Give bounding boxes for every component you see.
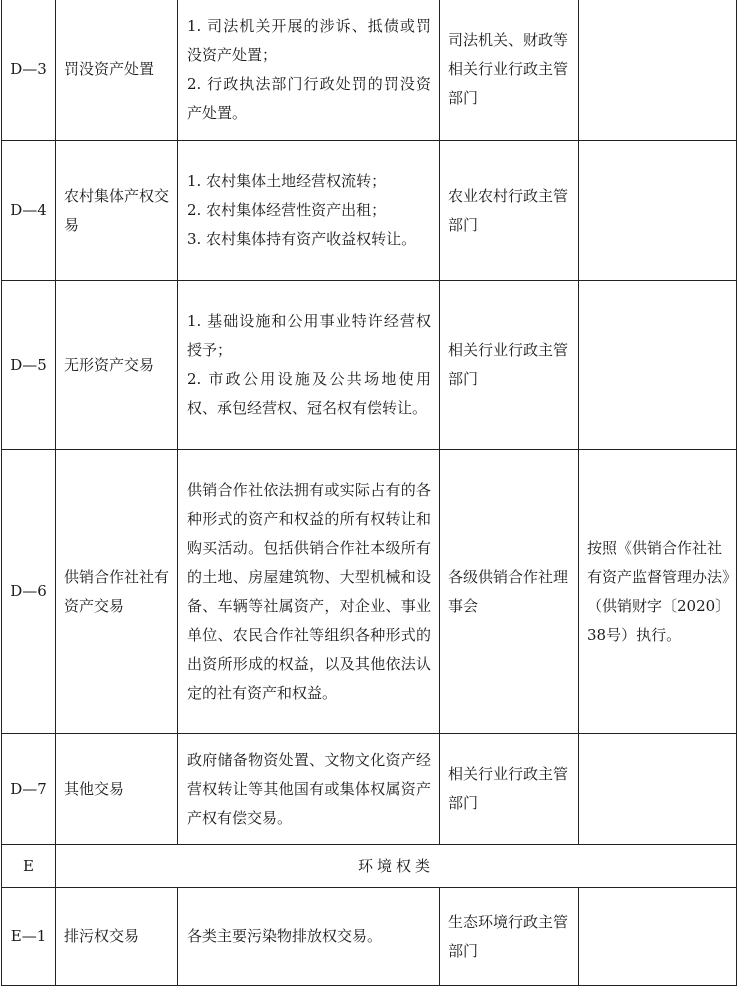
item-code: D—6 — [2, 450, 56, 734]
table-row — [2, 0, 737, 141]
table-row — [2, 734, 737, 845]
scope-line: 1. 司法机关开展的涉诉、抵债或罚没资产处置； — [187, 16, 431, 64]
item-dept: 农业农村行政主管部门 — [440, 141, 579, 281]
item-code: D—5 — [2, 281, 56, 450]
item-note: 按照《供销合作社社有资产监督管理办法》（供销财字〔2020〕38号）执行。 — [579, 450, 737, 734]
item-name: 罚没资产处置 — [56, 0, 178, 141]
item-scope — [178, 141, 440, 281]
item-code: D—7 — [2, 734, 56, 845]
table-row — [2, 450, 737, 734]
item-note — [579, 734, 737, 845]
scope-line: 政府储备物资处置、文物文化资产经营权转让等其他国有或集体权属资产产权有偿交易。 — [187, 750, 431, 827]
item-code: D—4 — [2, 141, 56, 281]
item-dept: 相关行业行政主管部门 — [440, 734, 579, 845]
item-scope — [178, 888, 440, 986]
section-row — [2, 845, 737, 888]
section-code: E — [2, 845, 56, 888]
item-dept: 各级供销合作社理事会 — [440, 450, 579, 734]
item-code: E—1 — [2, 888, 56, 986]
scope-line: 2. 农村集体经营性资产出租； — [187, 201, 387, 219]
table-row — [2, 281, 737, 450]
table-row — [2, 141, 737, 281]
item-dept: 生态环境行政主管部门 — [440, 888, 579, 986]
table-row — [2, 888, 737, 986]
item-scope — [178, 734, 440, 845]
item-code: D—3 — [2, 0, 56, 141]
scope-line: 各类主要污染物排放权交易。 — [187, 927, 383, 945]
scope-line: 2. 行政执法部门行政处罚的罚没资产处置。 — [187, 74, 431, 122]
item-note — [579, 141, 737, 281]
item-dept: 相关行业行政主管部门 — [440, 281, 579, 450]
item-scope — [178, 281, 440, 450]
scope-line: 供销合作社依法拥有或实际占有的各种形式的资产和权益的所有权转让和购买活动。包括供销合作社本级所有的土地、房屋建筑物、大型机械和设备、车辆等社属资产，对企业、事业单位、农民合作社等组织各种形式的出资所形成的权益，以及其他依法认定的社有资产和权益。 — [187, 480, 431, 702]
item-note — [579, 0, 737, 141]
item-scope — [178, 0, 440, 141]
item-note — [579, 281, 737, 450]
item-name: 无形资产交易 — [56, 281, 178, 450]
item-name: 供销合作社社有资产交易 — [56, 450, 178, 734]
item-name: 农村集体产权交易 — [56, 141, 178, 281]
scope-line: 1. 基础设施和公用事业特许经营权授予； — [187, 312, 431, 359]
item-scope — [178, 450, 440, 734]
scope-line: 3. 农村集体持有资产收益权转让。 — [187, 230, 417, 248]
item-name: 其他交易 — [56, 734, 178, 845]
item-note — [579, 888, 737, 986]
scope-line: 1. 农村集体土地经营权流转； — [187, 172, 387, 190]
trading-category-table — [1, 0, 737, 986]
item-dept: 司法机关、财政等相关行业行政主管部门 — [440, 0, 579, 141]
scope-line: 2. 市政公用设施及公共场地使用权、承包经营权、冠名权有偿转让。 — [187, 370, 431, 417]
item-name: 排污权交易 — [56, 888, 178, 986]
section-title: 环境权类 — [56, 845, 737, 888]
